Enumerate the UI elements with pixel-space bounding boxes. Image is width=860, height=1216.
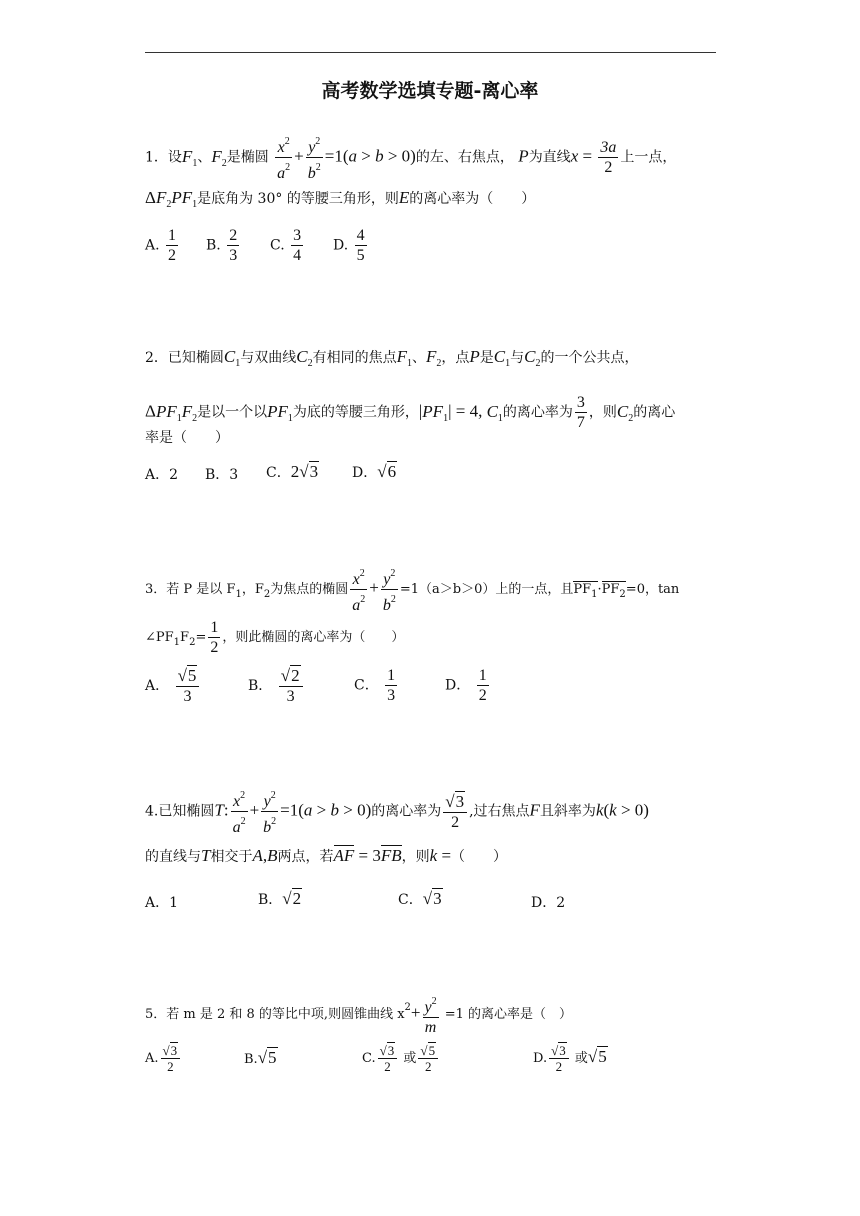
q1-option-d: D. $\frac{4}{5}$ <box>333 227 365 264</box>
q2-option-b: B．3 <box>205 467 239 483</box>
q5-option-a: A. $\frac{√3}{2}$ <box>145 1043 182 1074</box>
question-2-line-3: 率是（ ） <box>145 430 229 446</box>
question-2-line-2: $\Delta PF_1F_2$是以一个以$PF_1$为底的等腰三角形，$|PF_1| = 4$, $C_1$的离心率为 $\frac{3}{7}$ ，则$C_2$的离心 <box>145 394 676 431</box>
q2-option-d: D．√6 <box>352 462 397 481</box>
question-3-line-2: $\angle PF_1F_2=$ $\frac{1}{2}$ ，则此椭圆的离心率为（ ） <box>145 619 405 656</box>
q3-option-d: D． $\frac{1}{2}$ <box>445 667 487 704</box>
question-2-line-1: 2．已知椭圆$C_1$与双曲线$C_2$有相同的焦点$F_1$、$F_2$，点P是$C_1$与$C_2$的一个公共点， <box>145 347 639 369</box>
question-1-line-1: 1．设$F_1$、$F_2$是椭圆 $\frac{x^2}{a^2}$ + $\frac{y^2}{b^2}$ =1(a > b > 0)的左、右焦点， P为直线x = $\frac{3a}{2}$ 上一点， <box>145 132 676 183</box>
q4-option-d: D．2 <box>531 895 566 911</box>
q2-option-c: C．2√3 <box>266 462 319 481</box>
q1-option-c: C. $\frac{3}{4}$ <box>270 227 302 264</box>
question-4-line-1: 4.已知椭圆T: $\frac{x^2}{a^2}$ + $\frac{y^2}{b^2}$ =1(a > b > 0)的离心率为 $\frac{√3}{2}$ ,过右焦点F且斜率为k(k > 0) <box>145 786 649 837</box>
q5-option-d: D. $\frac{√3}{2}$ 或√5 <box>533 1043 607 1074</box>
question-4-line-2: 的直线与T相交于A,B两点，若AF = 3FB，则k =（ ） <box>145 846 508 865</box>
q5-option-c: C. $\frac{√3}{2}$ 或 $\frac{√5}{2}$ <box>362 1043 440 1074</box>
q4-option-a: A．1 <box>145 895 179 911</box>
question-1-line-2: $\Delta F_2PF_1$是底角为 30° 的等腰三角形，则E的离心率为（ ） <box>145 188 536 210</box>
question-3-line-1: 3．若 P 是以 $F_1$，$F_2$为焦点的椭圆 $\frac{x^2}{a^2}$ + $\frac{y^2}{b^2}$ =1（a＞b＞0）上的一点，且$PF_1\cdot PF_2=0$，tan <box>145 564 679 615</box>
q4-option-c: C．√3 <box>398 889 442 908</box>
q3-option-b: B． $\frac{√2}{3}$ <box>248 666 305 706</box>
q1-option-a: A. $\frac{1}{2}$ <box>145 227 177 264</box>
q5-option-b: B.√5 <box>244 1048 277 1067</box>
q2-option-a: A．2 <box>145 467 179 483</box>
page-title: 高考数学选填专题-离心率 <box>321 80 539 102</box>
q3-option-a: A． $\frac{√5}{3}$ <box>145 666 201 706</box>
question-5-line-1: 5．若 m 是 2 和 8 的等比中项,则圆锥曲线 $x^2+$ $\frac{y^2}{m}$ =1 的离心率是（ ） <box>145 992 572 1037</box>
header-rule <box>145 52 716 53</box>
q1-option-b: B. $\frac{2}{3}$ <box>206 227 238 264</box>
q4-option-b: B．√2 <box>258 889 302 908</box>
q3-option-c: C． $\frac{1}{3}$ <box>354 667 396 704</box>
